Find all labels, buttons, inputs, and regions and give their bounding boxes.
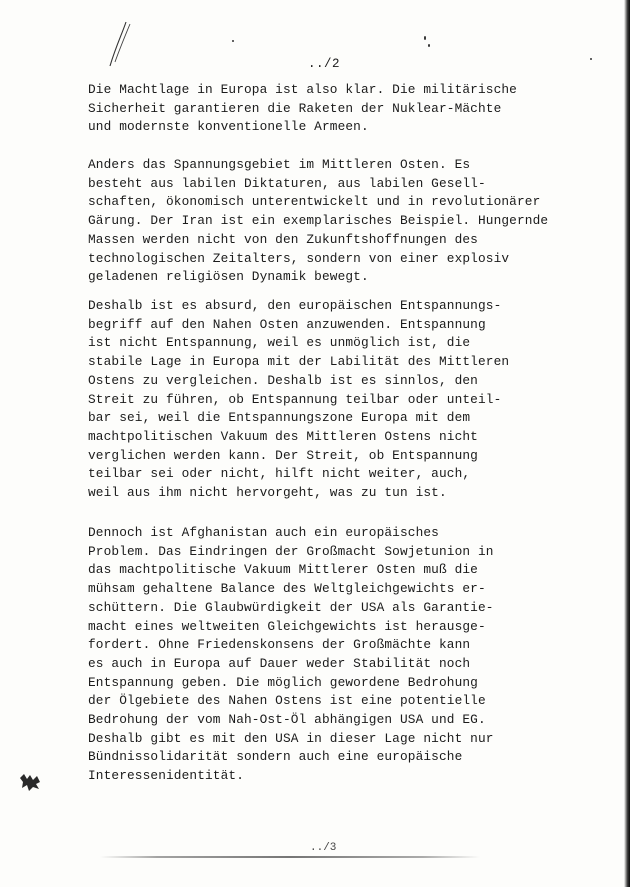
page-number-footer: ../3 xyxy=(310,842,337,854)
text-line: Ostens zu vergleichen. Deshalb ist es sinnlos, den xyxy=(88,372,478,388)
text-line: machtpolitischen Vakuum des Mittleren Ostens nicht xyxy=(88,428,478,444)
paragraph-3 xyxy=(88,297,528,503)
text-line: das machtpolitische Vakuum Mittlerer Osten muß die xyxy=(88,562,478,578)
text-line: technologischen Zeitalters, sondern von einer explosiv xyxy=(88,250,510,266)
text-line: geladenen religiösen Dynamik bewegt. xyxy=(88,269,369,285)
text-line: fordert. Ohne Friedenskonsens der Großmächte kann xyxy=(88,637,471,653)
paragraph-1 xyxy=(88,81,528,137)
scan-smudge-icon xyxy=(18,772,42,792)
scan-speck xyxy=(428,44,430,47)
paragraph-4 xyxy=(88,524,528,786)
text-line: Problem. Das Eindringen der Großmacht Sowjetunion in xyxy=(88,543,494,559)
text-line: Anders das Spannungsgebiet im Mittleren Osten. Es xyxy=(88,157,471,172)
text-line: Gärung. Der Iran ist ein exemplarisches Beispiel. Hungernde xyxy=(88,213,549,229)
text-line: verglichen werden kann. Der Streit, ob Entspannung xyxy=(88,447,478,463)
text-line: schaften, ökonomisch unterentwickelt und in revolutionärer xyxy=(88,194,541,210)
scan-edge-shadow xyxy=(624,0,630,887)
text-line: weil aus ihm nicht hervorgeht, was zu tun ist. xyxy=(88,485,447,501)
text-line: begriff auf den Nahen Osten anzuwenden. Entspannung xyxy=(88,316,486,332)
text-line: Massen werden nicht von den Zukunftshoffnungen des xyxy=(88,231,478,247)
scan-artifact-line xyxy=(100,856,480,858)
text-line: ist nicht Entspannung, weil es unmöglich ist, die xyxy=(88,335,471,351)
text-line: Bedrohung der vom Nah-Ost-Öl abhängigen USA und EG. xyxy=(88,712,486,728)
text-line: Streit zu führen, ob Entspannung teilbar oder unteil- xyxy=(88,391,502,407)
text-line: schüttern. Die Glaubwürdigkeit der USA als Garantie- xyxy=(88,599,494,615)
page-number-header: ../2 xyxy=(308,57,341,71)
text-line: es auch in Europa auf Dauer weder Stabilität noch xyxy=(88,655,471,671)
paragraph-2 xyxy=(88,156,549,287)
text-line: mühsam gehaltene Balance des Weltgleichgewichts er- xyxy=(88,581,486,597)
handwritten-mark-icon xyxy=(104,20,134,70)
text-line: Entspannung geben. Die möglich gewordene Bedrohung xyxy=(88,674,478,690)
text-line: Dennoch ist Afghanistan auch ein europäisches xyxy=(88,525,439,540)
text-line: Sicherheit garantieren die Raketen der Nuklear-Mächte xyxy=(88,100,502,116)
text-line: Bündnissolidarität sondern auch eine europäische xyxy=(88,749,463,765)
text-line: teilbar sei oder nicht, hilft nicht weiter, auch, xyxy=(88,466,471,482)
text-line: macht eines weltweiten Gleichgewichts ist herausge- xyxy=(88,618,486,634)
text-line: Die Machtlage in Europa ist also klar. Die militärische xyxy=(88,82,517,97)
text-line: besteht aus labilen Diktaturen, aus labilen Gesell- xyxy=(88,175,486,191)
scan-speck xyxy=(424,36,426,40)
scan-speck xyxy=(232,40,234,42)
text-line: Interessenidentität. xyxy=(88,768,244,784)
text-line: Deshalb ist es absurd, den europäischen Entspannungs- xyxy=(88,298,502,313)
text-line: bar sei, weil die Entspannungszone Europa mit dem xyxy=(88,410,471,426)
scan-speck xyxy=(590,58,592,60)
text-line: der Ölgebiete des Nahen Ostens ist eine potentielle xyxy=(88,693,486,709)
text-line: und modernste konventionelle Armeen. xyxy=(88,119,369,135)
text-line: stabile Lage in Europa mit der Labilität des Mittleren xyxy=(88,354,510,370)
text-line: Deshalb gibt es mit den USA in dieser Lage nicht nur xyxy=(88,730,494,746)
